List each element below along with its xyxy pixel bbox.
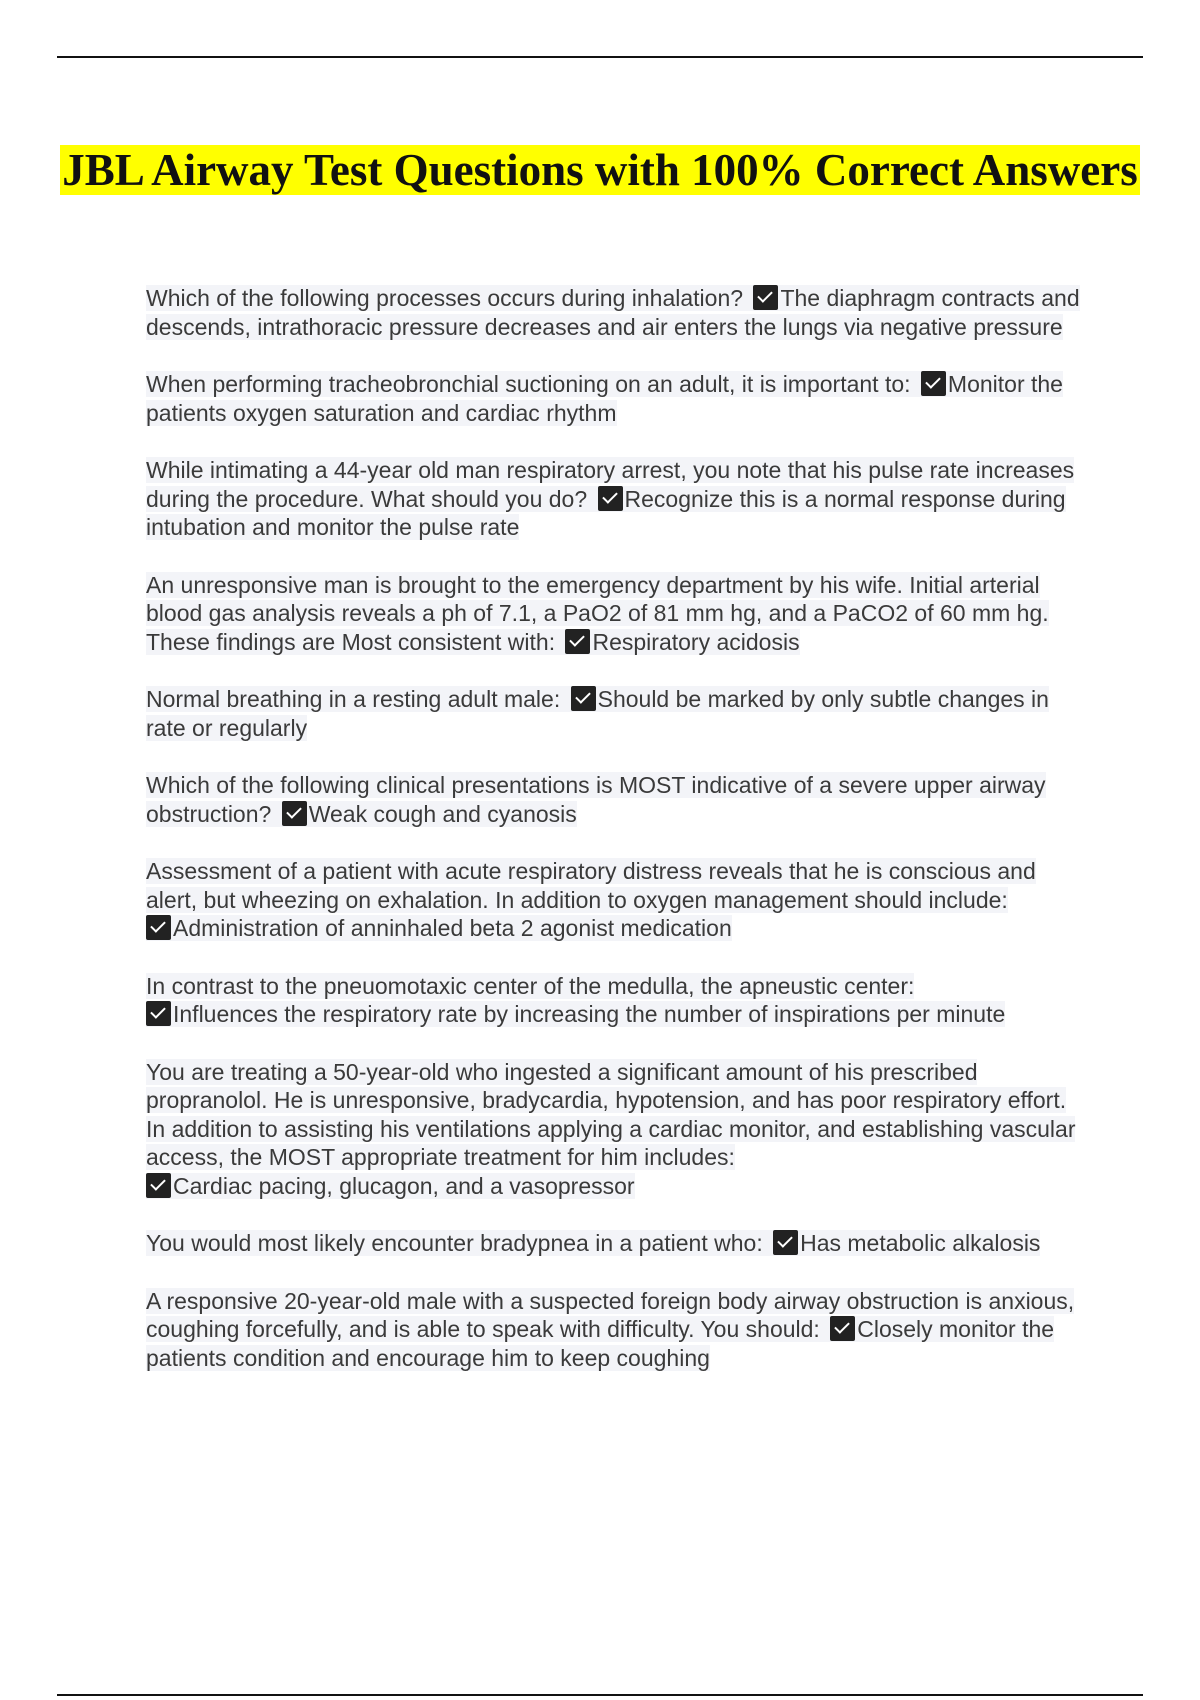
qa-item-7: [146, 857, 1086, 943]
document-title: JBL Airway Test Questions with 100% Correct Answers: [62, 145, 1138, 195]
qa-item-10: [146, 1229, 1086, 1258]
answer-text: Administration of anninhaled beta 2 agonist medication: [173, 915, 732, 941]
qa-item-6: [146, 771, 1086, 828]
check-box-icon: [146, 1173, 171, 1198]
check-box-icon: [146, 915, 171, 940]
question-text: When performing tracheobronchial suctioning on an adult, it is important to:: [146, 371, 911, 397]
qa-item-8: [146, 972, 1086, 1029]
qa-item-1: [146, 284, 1086, 341]
check-box-icon: [571, 686, 596, 711]
check-box-icon: [282, 801, 307, 826]
qa-item-3: [146, 456, 1086, 542]
check-box-icon: [565, 629, 590, 654]
qa-item-2: [146, 370, 1086, 427]
answer-text: Cardiac pacing, glucagon, and a vasopressor: [173, 1172, 635, 1199]
check-box-icon: [146, 1001, 171, 1026]
question-text: In contrast to the pneuomotaxic center of the medulla, the apneustic center:: [146, 972, 915, 999]
answer-text: Recognize this is a normal response during intubation and monitor the pulse rate: [146, 485, 1066, 540]
header-rule: [57, 56, 1143, 58]
question-text: Which of the following processes occurs during inhalation?: [146, 285, 744, 311]
answer-text: Has metabolic alkalosis: [800, 1230, 1041, 1256]
answer-text: Respiratory acidosis: [592, 628, 800, 655]
question-text: You would most likely encounter bradypnea in a patient who:: [146, 1230, 763, 1256]
title-block: [0, 142, 1200, 199]
answer-text: Influences the respiratory rate by increasing the number of inspirations per minute: [173, 1001, 1006, 1027]
check-box-icon: [753, 285, 778, 310]
footer-rule: [57, 1694, 1143, 1696]
answer-text: Closely monitor the patients condition and encourage him to keep coughing: [146, 1316, 1055, 1371]
question-text: Assessment of a patient with acute respiratory distress reveals that he is conscious and alert, but wheezing on exhalation. In addition to oxygen management should include:: [146, 858, 1036, 913]
question-text: A responsive 20-year-old male with a suspected foreign body airway obstruction is anxious, coughing forcefully, and is able to speak with difficulty. You should:: [146, 1287, 1075, 1342]
question-text: While intimating a 44-year old man respiratory arrest, you note that his pulse rate increases during the procedure. What should you do?: [146, 457, 1075, 512]
qa-item-4: [146, 571, 1086, 657]
answer-text: Weak cough and cyanosis: [308, 800, 577, 827]
question-text: An unresponsive man is brought to the emergency department by his wife. Initial arterial blood gas analysis reveals a ph of 7.1, a PaO2 of 81 mm hg, and a PaCO2 of 60 mm hg. These findings are Most consistent with:: [146, 571, 1049, 655]
question-text: Normal breathing in a resting adult male:: [146, 686, 561, 712]
answer-text: Monitor the patients oxygen saturation and cardiac rhythm: [146, 371, 1063, 426]
question-text: You are treating a 50-year-old who ingested a significant amount of his prescribed propranolol. He is unresponsive, bradycardia, hypotension, and has poor respiratory effort. In addition to assisting his ventilations applying a cardiac monitor, and establishing vascular access, the MOST appropriate treatment for him includes:: [146, 1058, 1076, 1170]
answer-text: Should be marked by only subtle changes in rate or regularly: [146, 686, 1049, 741]
check-box-icon: [598, 486, 623, 511]
check-box-icon: [830, 1316, 855, 1341]
qa-item-9: [146, 1058, 1086, 1201]
answer-text: The diaphragm contracts and descends, intrathoracic pressure decreases and air enters the lungs via negative pressure: [146, 285, 1080, 340]
check-box-icon: [773, 1230, 798, 1255]
qa-list: [146, 284, 1086, 1401]
qa-item-11: [146, 1287, 1086, 1373]
question-text: Which of the following clinical presentations is MOST indicative of a severe upper airway obstruction?: [146, 772, 1046, 827]
qa-item-5: [146, 685, 1086, 742]
check-box-icon: [921, 371, 946, 396]
